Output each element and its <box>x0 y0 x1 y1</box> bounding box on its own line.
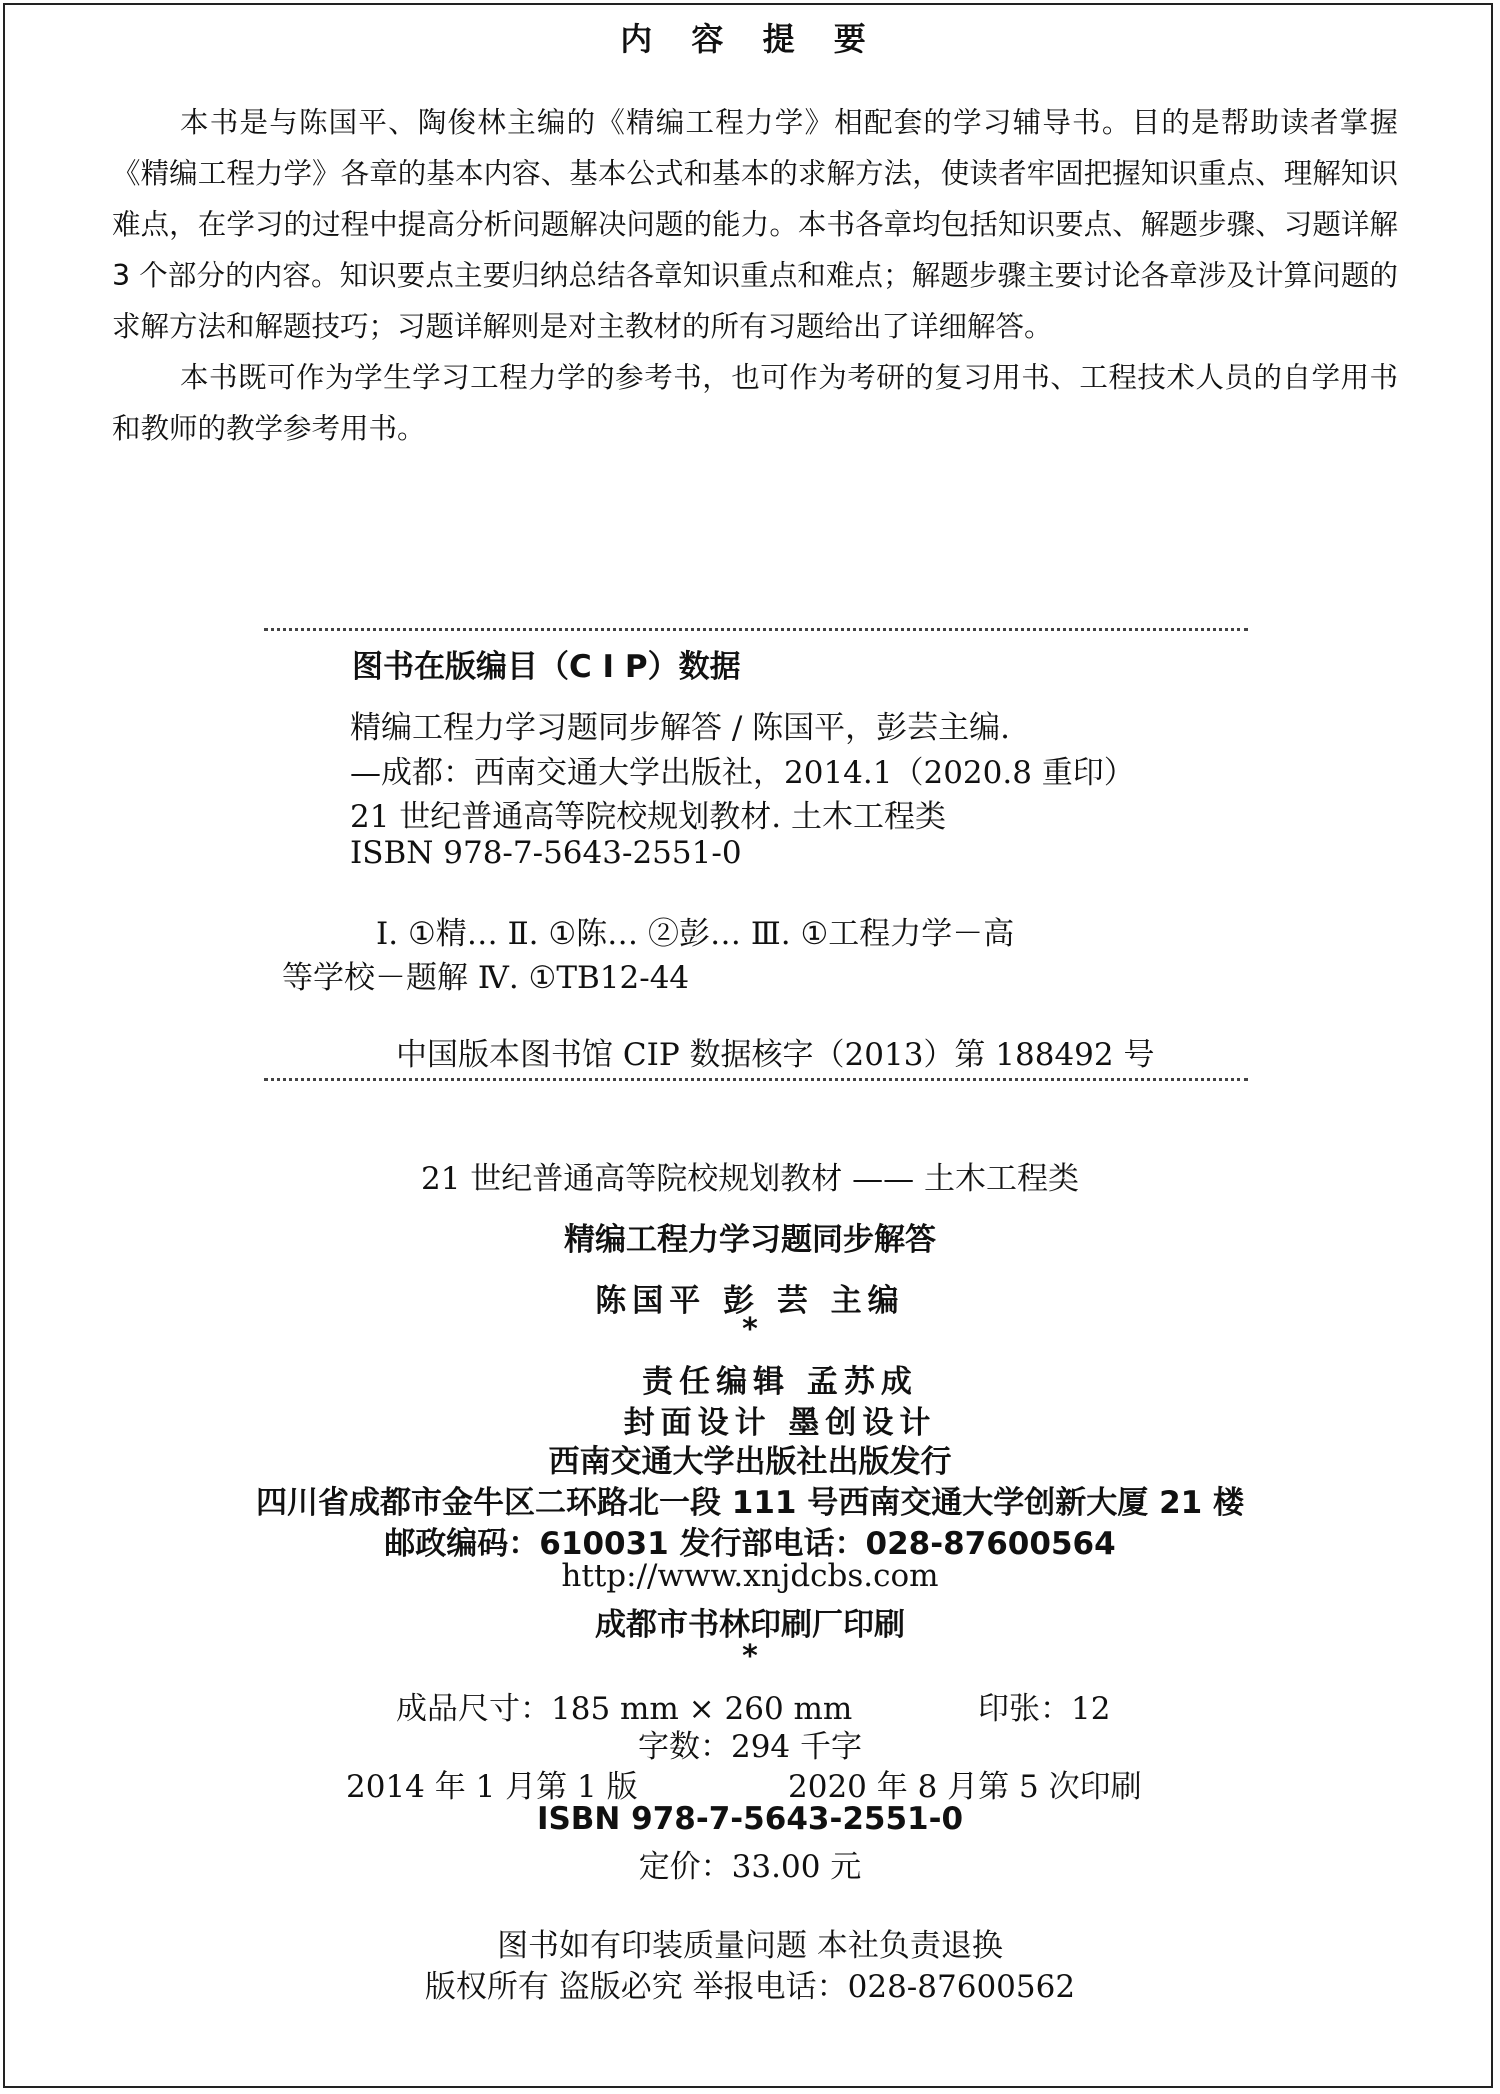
quality-notice: 图书如有印装质量问题 本社负责退换 <box>497 1928 1003 1964</box>
cip-classification-line-1: Ⅰ. ①精… Ⅱ. ①陈… ②彭… Ⅲ. ①工程力学－高 <box>376 916 1015 952</box>
cip-series-line: 21 世纪普通高等院校规划教材. 土木工程类 <box>350 799 947 835</box>
printed-sheets: 印张：12 <box>978 1691 1111 1727</box>
cip-heading: 图书在版编目（C I P）数据 <box>352 649 741 685</box>
cip-bottom-divider <box>264 1078 1248 1081</box>
summary-paragraph-2: 本书既可作为学生学习工程力学的参考书，也可作为考研的复习用书、工程技术人员的自学用书和教师的教学参考用书。 <box>112 361 1398 445</box>
cip-title-line: 精编工程力学习题同步解答 / 陈国平，彭芸主编. <box>350 710 1011 746</box>
cover-design: 封面设计 墨创设计 <box>623 1405 937 1441</box>
summary-body <box>112 97 1398 454</box>
price: 定价：33.00 元 <box>638 1849 862 1885</box>
publisher-address: 四川省成都市金牛区二环路北一段 111 号西南交通大学创新大厦 21 楼 <box>255 1485 1245 1521</box>
cip-publisher-line: —成都：西南交通大学出版社，2014.1（2020.8 重印） <box>350 755 1135 791</box>
postal-and-phone: 邮政编码：610031 发行部电话：028-87600564 <box>384 1526 1116 1562</box>
book-title: 精编工程力学习题同步解答 <box>564 1222 936 1258</box>
cip-classification-line-2: 等学校－题解 Ⅳ. ①TB12-44 <box>282 960 690 996</box>
separator-star-1: * <box>742 1312 758 1347</box>
copyright-notice: 版权所有 盗版必究 举报电话：028-87600562 <box>424 1969 1076 2005</box>
series-name: 21 世纪普通高等院校规划教材 —— 土木工程类 <box>420 1161 1079 1197</box>
publisher-website: http://www.xnjdcbs.com <box>561 1558 939 1594</box>
printer: 成都市书林印刷厂印刷 <box>595 1607 905 1643</box>
cip-isbn-line: ISBN 978-7-5643-2551-0 <box>350 835 742 871</box>
separator-star-2: * <box>742 1639 758 1674</box>
cip-top-divider <box>264 628 1248 631</box>
edition: 2014 年 1 月第 1 版 <box>346 1769 638 1805</box>
summary-title: 内 容 提 要 <box>620 20 880 58</box>
printing: 2020 年 8 月第 5 次印刷 <box>788 1769 1142 1805</box>
editors: 陈国平 彭 芸 主编 <box>595 1283 905 1319</box>
summary-paragraph-1: 本书是与陈国平、陶俊林主编的《精编工程力学》相配套的学习辅导书。目的是帮助读者掌握《精编工程力学》各章的基本内容、基本公式和基本的求解方法，使读者牢固把握知识重点、理解知识难点，在学习的过程中提高分析问题解决问题的能力。本书各章均包括知识要点、解题步骤、习题详解 3 个部分的内容。知识要点主要归纳总结各章知识重点和难点；解题步骤主要讨论各章涉及计算问题的求解方法和解题技巧；习题详解则是对主教材的所有习题给出了详细解答。 <box>112 106 1398 343</box>
responsible-editor: 责任编辑 孟苏成 <box>642 1364 918 1400</box>
publisher: 西南交通大学出版社出版发行 <box>548 1444 952 1480</box>
word-count: 字数：294 千字 <box>637 1729 863 1765</box>
product-size: 成品尺寸：185 mm × 260 mm <box>396 1691 853 1727</box>
isbn: ISBN 978-7-5643-2551-0 <box>536 1801 964 1837</box>
cip-library-record: 中国版本图书馆 CIP 数据核字（2013）第 188492 号 <box>396 1037 1155 1073</box>
